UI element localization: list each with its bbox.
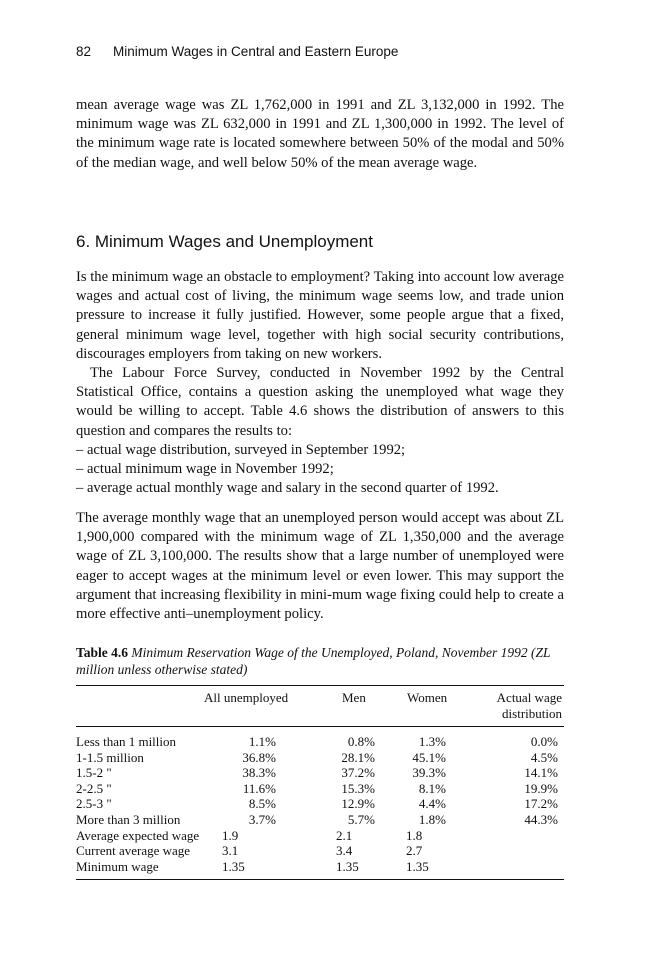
table-row — [76, 812, 564, 828]
row-label: More than 3 million — [76, 811, 181, 827]
row-label: Minimum wage — [76, 858, 159, 874]
cell-men: 2.1 — [336, 827, 353, 843]
paragraph-text: Is the minimum wage an obstacle to employment? Taking into account low average wages and actual cost of living, the minimum wage seems low, and trade union pressure to increase it fully justified. However, some people argue that a fixed, general minimum wage level, together with high social security contributions, discourages employers from taking on new workers. — [76, 269, 564, 362]
header-actual-line-2: distribution — [502, 706, 562, 721]
table-caption — [76, 644, 564, 678]
table-row — [76, 843, 564, 859]
data-table — [76, 685, 564, 880]
table-bottom-rule — [76, 879, 564, 880]
page-number: 82 — [76, 44, 92, 59]
paragraph-block-2 — [76, 268, 564, 498]
cell-all: 8.5% — [248, 796, 276, 812]
cell-all: 1.1% — [248, 734, 276, 749]
table-row — [76, 734, 564, 750]
cell-men: 0.8% — [347, 734, 375, 749]
cell-women: 1.35 — [406, 858, 429, 874]
table-label: Table 4.6 — [76, 645, 129, 660]
table-row — [76, 828, 564, 844]
cell-women: 8.1% — [418, 780, 446, 796]
row-label: Average expected wage — [76, 827, 200, 843]
cell-all: 3.7% — [248, 811, 276, 827]
table-header — [76, 686, 564, 726]
cell-all: 3.1 — [222, 843, 239, 859]
header-actual-line-1: Actual wage — [496, 690, 562, 705]
cell-men: 3.4 — [336, 843, 353, 859]
cell-all: 11.6% — [242, 780, 276, 796]
cell-men: 1.35 — [336, 858, 359, 874]
cell-women: 4.4% — [418, 796, 446, 812]
cell-men: 15.3% — [341, 780, 375, 796]
cell-men: 37.2% — [341, 765, 375, 781]
comparison-list — [76, 441, 564, 499]
paragraph-block-3 — [76, 509, 564, 624]
list-item: – actual wage distribution, surveyed in September 1992; — [76, 441, 406, 458]
cell-actual: 19.9% — [524, 780, 558, 796]
cell-actual: 14.1% — [524, 765, 558, 781]
cell-actual: 17.2% — [524, 796, 558, 812]
header-men: Men — [342, 690, 366, 705]
row-label: Current average wage — [76, 843, 191, 859]
cell-women: 45.1% — [412, 749, 446, 765]
header-women: Women — [407, 690, 448, 705]
cell-all: 36.8% — [242, 749, 276, 765]
cell-actual: 0.0% — [530, 734, 558, 749]
list-item: – average actual monthly wage and salary in the second quarter of 1992. — [76, 480, 499, 497]
row-label: 2-2.5 " — [76, 780, 112, 796]
running-title: Minimum Wages in Central and Eastern Europe — [113, 44, 399, 59]
table-row — [76, 765, 564, 781]
cell-women: 2.7 — [406, 843, 423, 859]
header-all: All unemployed — [204, 690, 289, 705]
cell-all: 38.3% — [242, 765, 276, 781]
table-row — [76, 796, 564, 812]
cell-actual: 44.3% — [524, 811, 558, 827]
table-row — [76, 859, 564, 875]
cell-men: 12.9% — [341, 796, 375, 812]
paragraph-1 — [76, 96, 564, 173]
row-label: 2.5-3 " — [76, 796, 112, 812]
cell-women: 39.3% — [412, 765, 446, 781]
row-label: Less than 1 million — [76, 734, 177, 749]
running-head — [76, 44, 398, 59]
cell-actual: 4.5% — [530, 749, 558, 765]
paragraph-text: mean average wage was ZL 1,762,000 in 1991 and ZL 3,132,000 in 1992. The minimum wage was ZL 632,000 in 1991 and ZL 1,300,000 in 1992. The level of the minimum wage rate is located somewhere between 50% of the modal and 50% of the median wage, and well below 50% of the mean average wage. — [76, 97, 564, 171]
table-row — [76, 781, 564, 797]
cell-women: 1.3% — [418, 734, 446, 749]
table-title: Minimum Reservation Wage of the Unemployed, Poland, November 1992 (ZL million unless otherwise stated) — [76, 645, 551, 677]
header-actual — [486, 690, 562, 722]
paragraph-text: The average monthly wage that an unemployed person would accept was about ZL 1,900,000 compared with the minimum wage of ZL 1,350,000 and the average wage of ZL 3,100,000. The results show that a large number of unemployed were eager to accept wages at the minimum level or even lower. This may support the argument that increasing flexibility in mini-mum wage fixing could help to create a more effective anti–unemployment policy. — [76, 510, 564, 623]
cell-all: 1.9 — [222, 827, 239, 843]
row-label: 1.5-2 " — [76, 765, 112, 781]
table-body — [76, 727, 564, 879]
cell-men: 28.1% — [341, 749, 375, 765]
cell-all: 1.35 — [222, 858, 245, 874]
section-heading: 6. Minimum Wages and Unemployment — [76, 232, 373, 251]
paragraph-text: The Labour Force Survey, conducted in November 1992 by the Central Statistical Office, contains a question asking the unemployed what wage they would be willing to accept. Table 4.6 shows the distribution of answers to this question and compares the results to: — [76, 365, 564, 439]
table-row — [76, 750, 564, 766]
row-label: 1-1.5 million — [76, 749, 144, 765]
cell-women: 1.8 — [406, 827, 423, 843]
cell-men: 5.7% — [347, 811, 375, 827]
cell-women: 1.8% — [418, 811, 446, 827]
list-item: – actual minimum wage in November 1992; — [76, 461, 334, 478]
